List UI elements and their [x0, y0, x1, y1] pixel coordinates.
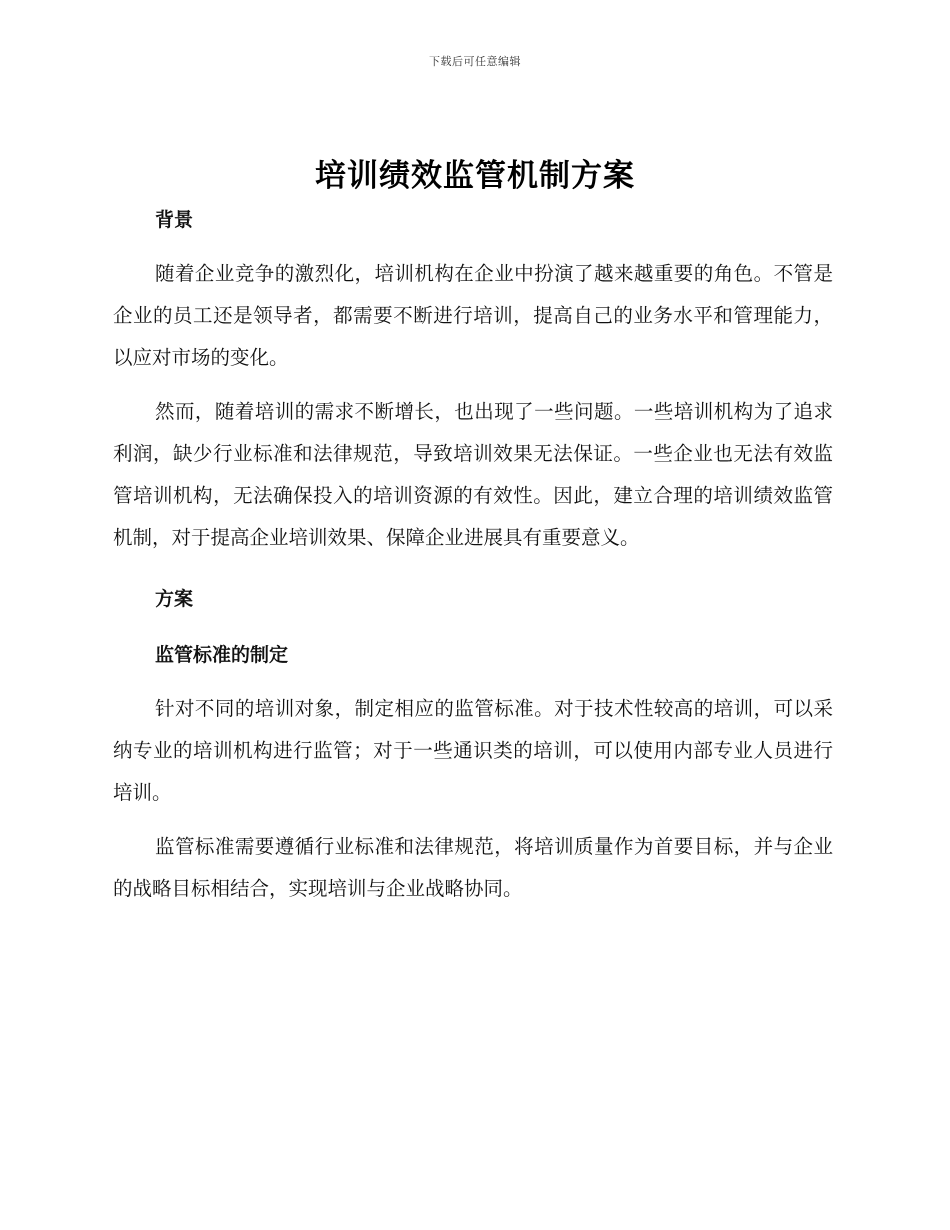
page-header-note: 下载后可任意编辑 [429, 55, 521, 68]
document-body [113, 198, 833, 910]
document-title: 培训绩效监管机制方案 [315, 158, 635, 194]
section-heading-plan: 方案 [155, 588, 194, 610]
paragraph: 针对不同的培训对象，制定相应的监管标准。对于技术性较高的培训，可以采纳专业的培训机构进行监管；对于一些通识类的培训，可以使用内部专业人员进行培训。 [113, 697, 833, 804]
paragraph: 然而，随着培训的需求不断增长，也出现了一些问题。一些培训机构为了追求利润，缺少行业标准和法律规范，导致培训效果无法保证。一些企业也无法有效监管培训机构，无法确保投入的培训资源的有效性。因此，建立合理的培训绩效监管机制，对于提高企业培训效果、保障企业进展具有重要意义。 [113, 400, 833, 549]
paragraph: 监管标准需要遵循行业标准和法律规范，将培训质量作为首要目标，并与企业的战略目标相结合，实现培训与企业战略协同。 [113, 835, 833, 900]
paragraph: 随着企业竞争的激烈化，培训机构在企业中扮演了越来越重要的角色。不管是企业的员工还是领导者，都需要不断进行培训，提高自己的业务水平和管理能力，以应对市场的变化。 [113, 262, 833, 369]
subsection-heading-standards: 监管标准的制定 [155, 644, 289, 666]
section-heading-background: 背景 [155, 209, 194, 231]
